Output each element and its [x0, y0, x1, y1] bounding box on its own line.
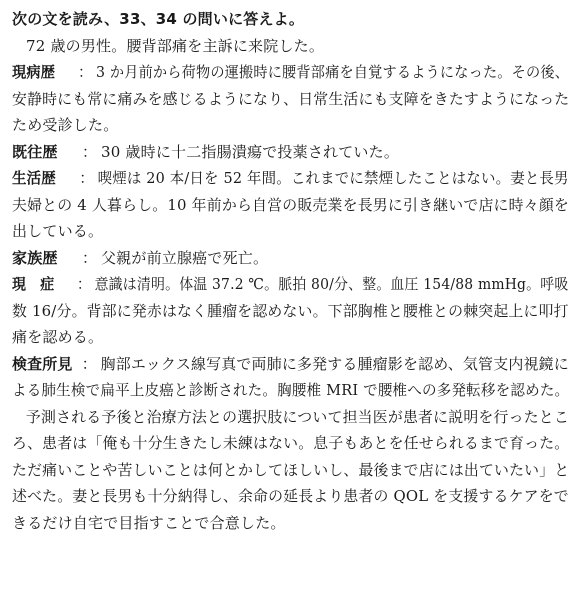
colon: ： [76, 275, 92, 293]
family-history-section [12, 245, 569, 272]
narrative-line-4: 述べた。妻と長男も十分納得し、余命の延長より患者の QOL を支援するケアをで [12, 487, 569, 505]
present-illness-section [12, 59, 569, 139]
life-history-section [12, 165, 569, 245]
symptoms-label: 現 症 [12, 275, 55, 293]
life-history-line-1: 喫煙は 20 本/日を 52 年間。これまでに禁煙したことはない。妻と長男 [97, 169, 569, 187]
present-illness-line-3: ため受診した。 [12, 116, 119, 134]
life-history-label: 生活歴 [12, 169, 56, 187]
colon: ： [82, 142, 98, 161]
life-history-line-2: 夫婦との 4 人暮らし。10 年前から自営の販売業を長男に引き継いで店に時々顔を [12, 195, 570, 214]
symptoms-line-1: 意識は清明。体温 37.2 ℃。脈拍 80/分、整。血圧 154/88 mmHg。呼吸 [94, 275, 569, 293]
narrative-line-1: 予測される予後と治療方法との選択肢について担当医が患者に説明を行ったとこ [25, 407, 569, 426]
question-instruction: 次の文を読み、33、34 の問いに答えよ。 [12, 10, 305, 28]
case-summary: 72 歳の男性。腰背部痛を主訴に来院した。 [26, 36, 325, 55]
present-illness-label: 現病歴 [12, 63, 56, 81]
symptoms-section [12, 271, 569, 351]
past-history-section [12, 139, 569, 166]
narrative-line-2: ろ、患者は「俺も十分生きたし未練はない。息子もあとを任せられるまで育った。 [12, 434, 570, 452]
present-illness-line-1: 3 か月前から荷物の運搬時に腰背部痛を自覚するようになった。その後、 [95, 63, 570, 81]
colon: ： [81, 354, 97, 373]
life-history-line-3: 出している。 [12, 222, 104, 240]
colon: ： [79, 169, 94, 187]
findings-line-2: よる肺生検で扁平上皮癌と診断された。胸腰椎 MRI で腰椎への多発転移を認めた。 [12, 381, 570, 399]
symptoms-line-2: 数 16/分。背部に発赤はなく腫瘤を認めない。下部胸椎と腰椎との棘突起上に叩打 [12, 301, 569, 320]
narrative-line-5: きるだけ自宅で目指すことで合意した。 [12, 513, 286, 532]
narrative-paragraph [12, 404, 569, 537]
findings-section [12, 351, 569, 404]
present-illness-line-2: 安静時にも常に痛みを感じるようになり、日常生活にも支障をきたすようになった [12, 89, 570, 108]
family-history-label: 家族歴 [12, 248, 58, 267]
family-history-line-1: 父親が前立腺癌で死亡。 [100, 248, 269, 267]
past-history-label: 既往歴 [12, 142, 58, 161]
findings-line-1: 胸部エックス線写真で両肺に多発する腫瘤影を認め、気管支内視鏡に [100, 354, 569, 373]
narrative-line-3: ただ痛いことや苦しいことは何とかしてほしいし、最後まで店には出ていたい」と [12, 460, 570, 479]
symptoms-line-3: 痛を認める。 [12, 328, 104, 346]
past-history-line-1: 30 歳時に十二指腸潰瘍で投薬されていた。 [100, 142, 400, 161]
colon: ： [82, 248, 98, 267]
findings-label: 検査所見 [12, 354, 73, 373]
colon: ： [78, 63, 93, 81]
